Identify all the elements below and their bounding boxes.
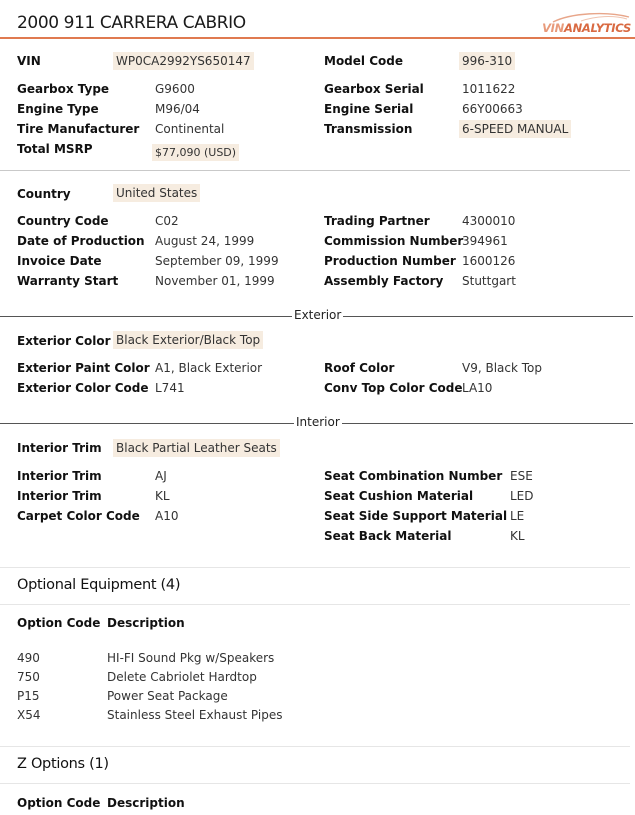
z-option-code-header: Option Code: [17, 796, 101, 810]
production-number-value: 1600126: [462, 254, 516, 268]
country-code-label: Country Code: [17, 214, 109, 228]
country-code-value: C02: [155, 214, 179, 228]
tire-value: Continental: [155, 122, 225, 136]
country-value: United States: [113, 184, 200, 202]
option-code: 490: [17, 651, 40, 665]
option-code: P15: [17, 689, 40, 703]
factory-value: Stuttgart: [462, 274, 516, 288]
commission-label: Commission Number: [324, 234, 464, 248]
interior-trim-value: Black Partial Leather Seats: [113, 439, 280, 457]
section-divider: [0, 604, 630, 605]
gearbox-type-value: G9600: [155, 82, 195, 96]
seat-back-label: Seat Back Material: [324, 529, 452, 543]
country-label: Country: [17, 187, 71, 201]
interior-section-label: Interior: [296, 415, 340, 429]
engine-type-label: Engine Type: [17, 102, 99, 116]
invoice-date-value: September 09, 1999: [155, 254, 279, 268]
invoice-date-label: Invoice Date: [17, 254, 102, 268]
tire-label: Tire Manufacturer: [17, 122, 140, 136]
interior-trim3-label: Interior Trim: [17, 489, 102, 503]
roof-color-value: V9, Black Top: [462, 361, 543, 375]
interior-trim3-value: KL: [155, 489, 170, 503]
exterior-color-label: Exterior Color: [17, 334, 111, 348]
optional-equipment-title: Optional Equipment (4): [17, 577, 181, 593]
trading-partner-value: 4300010: [462, 214, 516, 228]
header-divider: [0, 37, 635, 39]
vin-label: VIN: [17, 54, 41, 68]
conv-top-value: LA10: [462, 381, 493, 395]
trading-partner-label: Trading Partner: [324, 214, 430, 228]
exterior-color-value: Black Exterior/Black Top: [113, 331, 263, 349]
paint-color-label: Exterior Paint Color: [17, 361, 150, 375]
gearbox-serial-label: Gearbox Serial: [324, 82, 424, 96]
seat-combo-label: Seat Combination Number: [324, 469, 503, 483]
production-date-label: Date of Production: [17, 234, 145, 248]
commission-value: 394961: [462, 234, 508, 248]
engine-serial-value: 66Y00663: [462, 102, 523, 116]
option-description: Stainless Steel Exhaust Pipes: [107, 708, 283, 722]
interior-trim2-label: Interior Trim: [17, 469, 102, 483]
option-code: 750: [17, 670, 40, 684]
section-divider: [0, 567, 630, 568]
side-support-label: Seat Side Support Material: [324, 509, 508, 523]
roof-color-label: Roof Color: [324, 361, 395, 375]
transmission-value: 6-SPEED MANUAL: [459, 120, 571, 138]
conv-top-label: Conv Top Color Code: [324, 381, 463, 395]
factory-label: Assembly Factory: [324, 274, 444, 288]
section-divider: [0, 746, 630, 747]
cushion-value: LED: [510, 489, 534, 503]
carpet-label: Carpet Color Code: [17, 509, 140, 523]
carpet-value: A10: [155, 509, 179, 523]
cushion-label: Seat Cushion Material: [324, 489, 474, 503]
transmission-label: Transmission: [324, 122, 413, 136]
exterior-color-code-label: Exterior Color Code: [17, 381, 149, 395]
option-code: X54: [17, 708, 41, 722]
model-code-value: 996-310: [459, 52, 515, 70]
option-description: Power Seat Package: [107, 689, 228, 703]
exterior-section-label: Exterior: [294, 308, 342, 322]
production-number-label: Production Number: [324, 254, 456, 268]
gearbox-serial-value: 1011622: [462, 82, 516, 96]
warranty-value: November 01, 1999: [155, 274, 275, 288]
page-title: 2000 911 CARRERA CABRIO: [17, 13, 246, 33]
msrp-label: Total MSRP: [17, 142, 93, 156]
side-support-value: LE: [510, 509, 525, 523]
vin-value: WP0CA2992YS650147: [113, 52, 254, 70]
exterior-color-code-value: L741: [155, 381, 185, 395]
section-divider: [0, 783, 630, 784]
msrp-value: $77,090 (USD): [152, 144, 239, 161]
option-description: HI-FI Sound Pkg w/Speakers: [107, 651, 275, 665]
production-date-value: August 24, 1999: [155, 234, 255, 248]
description-header: Description: [107, 616, 185, 630]
engine-type-value: M96/04: [155, 102, 200, 116]
z-description-header: Description: [107, 796, 185, 810]
interior-trim2-value: AJ: [155, 469, 167, 483]
warranty-label: Warranty Start: [17, 274, 119, 288]
option-code-header: Option Code: [17, 616, 101, 630]
z-options-title: Z Options (1): [17, 756, 109, 772]
engine-serial-label: Engine Serial: [324, 102, 414, 116]
option-description: Delete Cabriolet Hardtop: [107, 670, 257, 684]
seat-combo-value: ESE: [510, 469, 533, 483]
gearbox-type-label: Gearbox Type: [17, 82, 110, 96]
interior-trim-label: Interior Trim: [17, 441, 102, 455]
section-divider: [0, 170, 630, 171]
seat-back-value: KL: [510, 529, 525, 543]
model-code-label: Model Code: [324, 54, 403, 68]
vinanalytics-logo: VINANALYTICS: [542, 21, 631, 35]
paint-color-value: A1, Black Exterior: [155, 361, 263, 375]
